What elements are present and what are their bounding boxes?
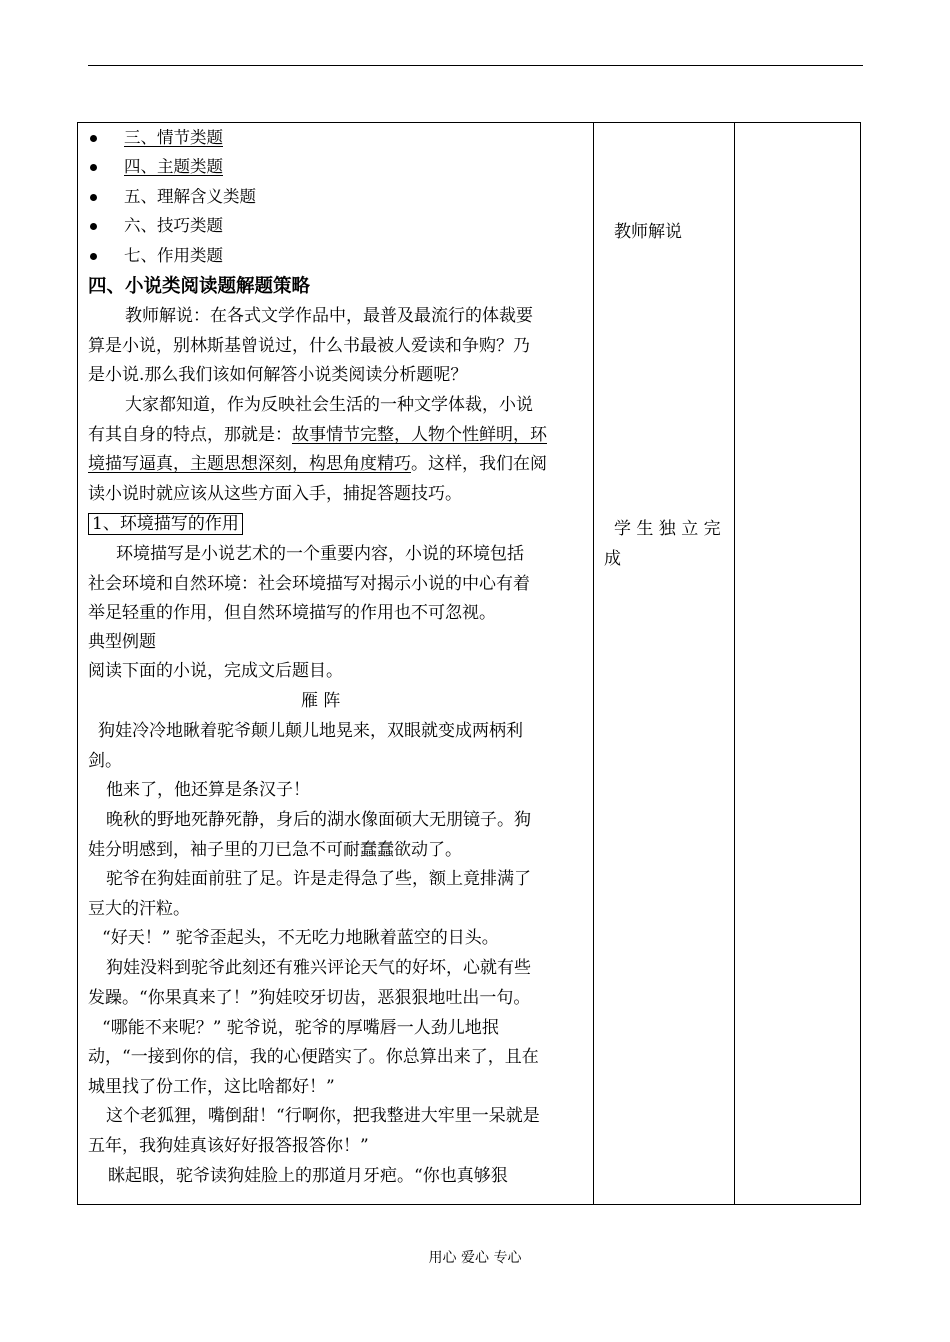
story-line: 五年，我狗娃真该好好报答报答你！” [88,1136,369,1156]
list-item: 五、理解含义类题 [124,185,256,209]
paragraph-line: 大家都知道，作为反映社会生活的一种文学体裁，小说 [125,395,533,415]
example-label: 典型例题 [88,632,156,652]
story-line: “好天！” 驼爷歪起头，不无吃力地瞅着蓝空的日头。 [102,928,499,948]
story-line: 狗娃冷冷地瞅着驼爷颠儿颠儿地晃来，双眼就变成两柄利 [98,721,523,741]
paragraph-line: 举足轻重的作用，但自然环境描写的作用也不可忽视。 [88,603,496,623]
underlined-text: 故事情节完整，人物个性鲜明，环 [292,425,547,445]
story-line: 豆大的汗粒。 [88,899,190,919]
paragraph-line: 环境描写是小说艺术的一个重要内容，小说的环境包括 [116,544,524,564]
paragraph-line: 教师解说：在各式文学作品中，最普及最流行的体裁要 [125,306,533,326]
paragraph-line: 算是小说，别林斯基曾说过，什么书最被人爱读和争购？乃 [88,336,530,356]
paragraph-line: 有其自身的特点，那就是：故事情节完整，人物个性鲜明，环 [88,425,547,445]
bullet-icon [90,135,97,142]
side-note-student-cont: 成 [604,549,621,569]
paragraph-line: 是小说.那么我们该如何解答小说类阅读分析题呢？ [88,365,468,385]
underlined-text: 境描写逼真，主题思想深刻，构思角度精巧 [88,454,411,474]
paragraph-line: 社会环境和自然环境：社会环境描写对揭示小说的中心有着 [88,574,530,594]
bullet-icon [90,223,97,230]
paragraph-line: 读小说时就应该从这些方面入手，捕捉答题技巧。 [88,484,462,504]
story-line: 动，“一接到你的信，我的心便踏实了。你总算出来了，且在 [88,1047,539,1067]
story-line: 城里找了份工作，这比啥都好！” [88,1077,335,1097]
story-line: 这个老狐狸，嘴倒甜！“行啊你，把我整进大牢里一呆就是 [106,1106,540,1126]
list-item: 四、主题类题 [124,155,223,179]
side-note-teacher: 教师解说 [614,222,682,242]
section-heading: 四、小说类阅读题解题策略 [88,276,311,297]
story-title: 雁 阵 [301,691,341,711]
side-note-student: 学 生 独 立 完 [614,519,721,539]
column-divider-1 [593,123,594,1204]
paragraph-line: 境描写逼真，主题思想深刻，构思角度精巧。这样，我们在阅 [88,454,547,474]
story-line: 娃分明感到，袖子里的刀已急不可耐蠢蠢欲动了。 [88,840,462,860]
story-line: 剑。 [88,751,122,771]
lesson-table [77,122,861,1205]
bullet-icon [90,194,97,201]
story-line: 狗娃没料到驼爷此刻还有雅兴评论天气的好坏，心就有些 [106,958,531,978]
list-item: 三、情节类题 [124,126,223,150]
column-divider-2 [734,123,735,1204]
bullet-icon [90,164,97,171]
story-line: 眯起眼，驼爷读狗娃脸上的那道月牙疤。“你也真够狠 [108,1166,508,1186]
story-line: 发躁。“你果真来了！”狗娃咬牙切齿，恶狠狠地吐出一句。 [88,988,531,1008]
header-rule [88,65,863,66]
subheading: 1、环境描写的作用 [88,511,243,537]
story-line: “哪能不来呢？” 驼爷说，驼爷的厚嘴唇一人劲儿地抿 [102,1018,499,1038]
story-line: 驼爷在狗娃面前驻了足。许是走得急了些，额上竟排满了 [106,869,531,889]
list-item: 七、作用类题 [124,244,223,268]
instruction: 阅读下面的小说，完成文后题目。 [88,661,343,681]
page-footer: 用心 爱心 专心 [428,1250,522,1266]
list-item: 六、技巧类题 [124,214,223,238]
story-line: 晚秋的野地死静死静，身后的湖水像面硕大无朋镜子。狗 [106,810,531,830]
story-line: 他来了，他还算是条汉子！ [106,780,310,800]
bullet-icon [90,253,97,260]
